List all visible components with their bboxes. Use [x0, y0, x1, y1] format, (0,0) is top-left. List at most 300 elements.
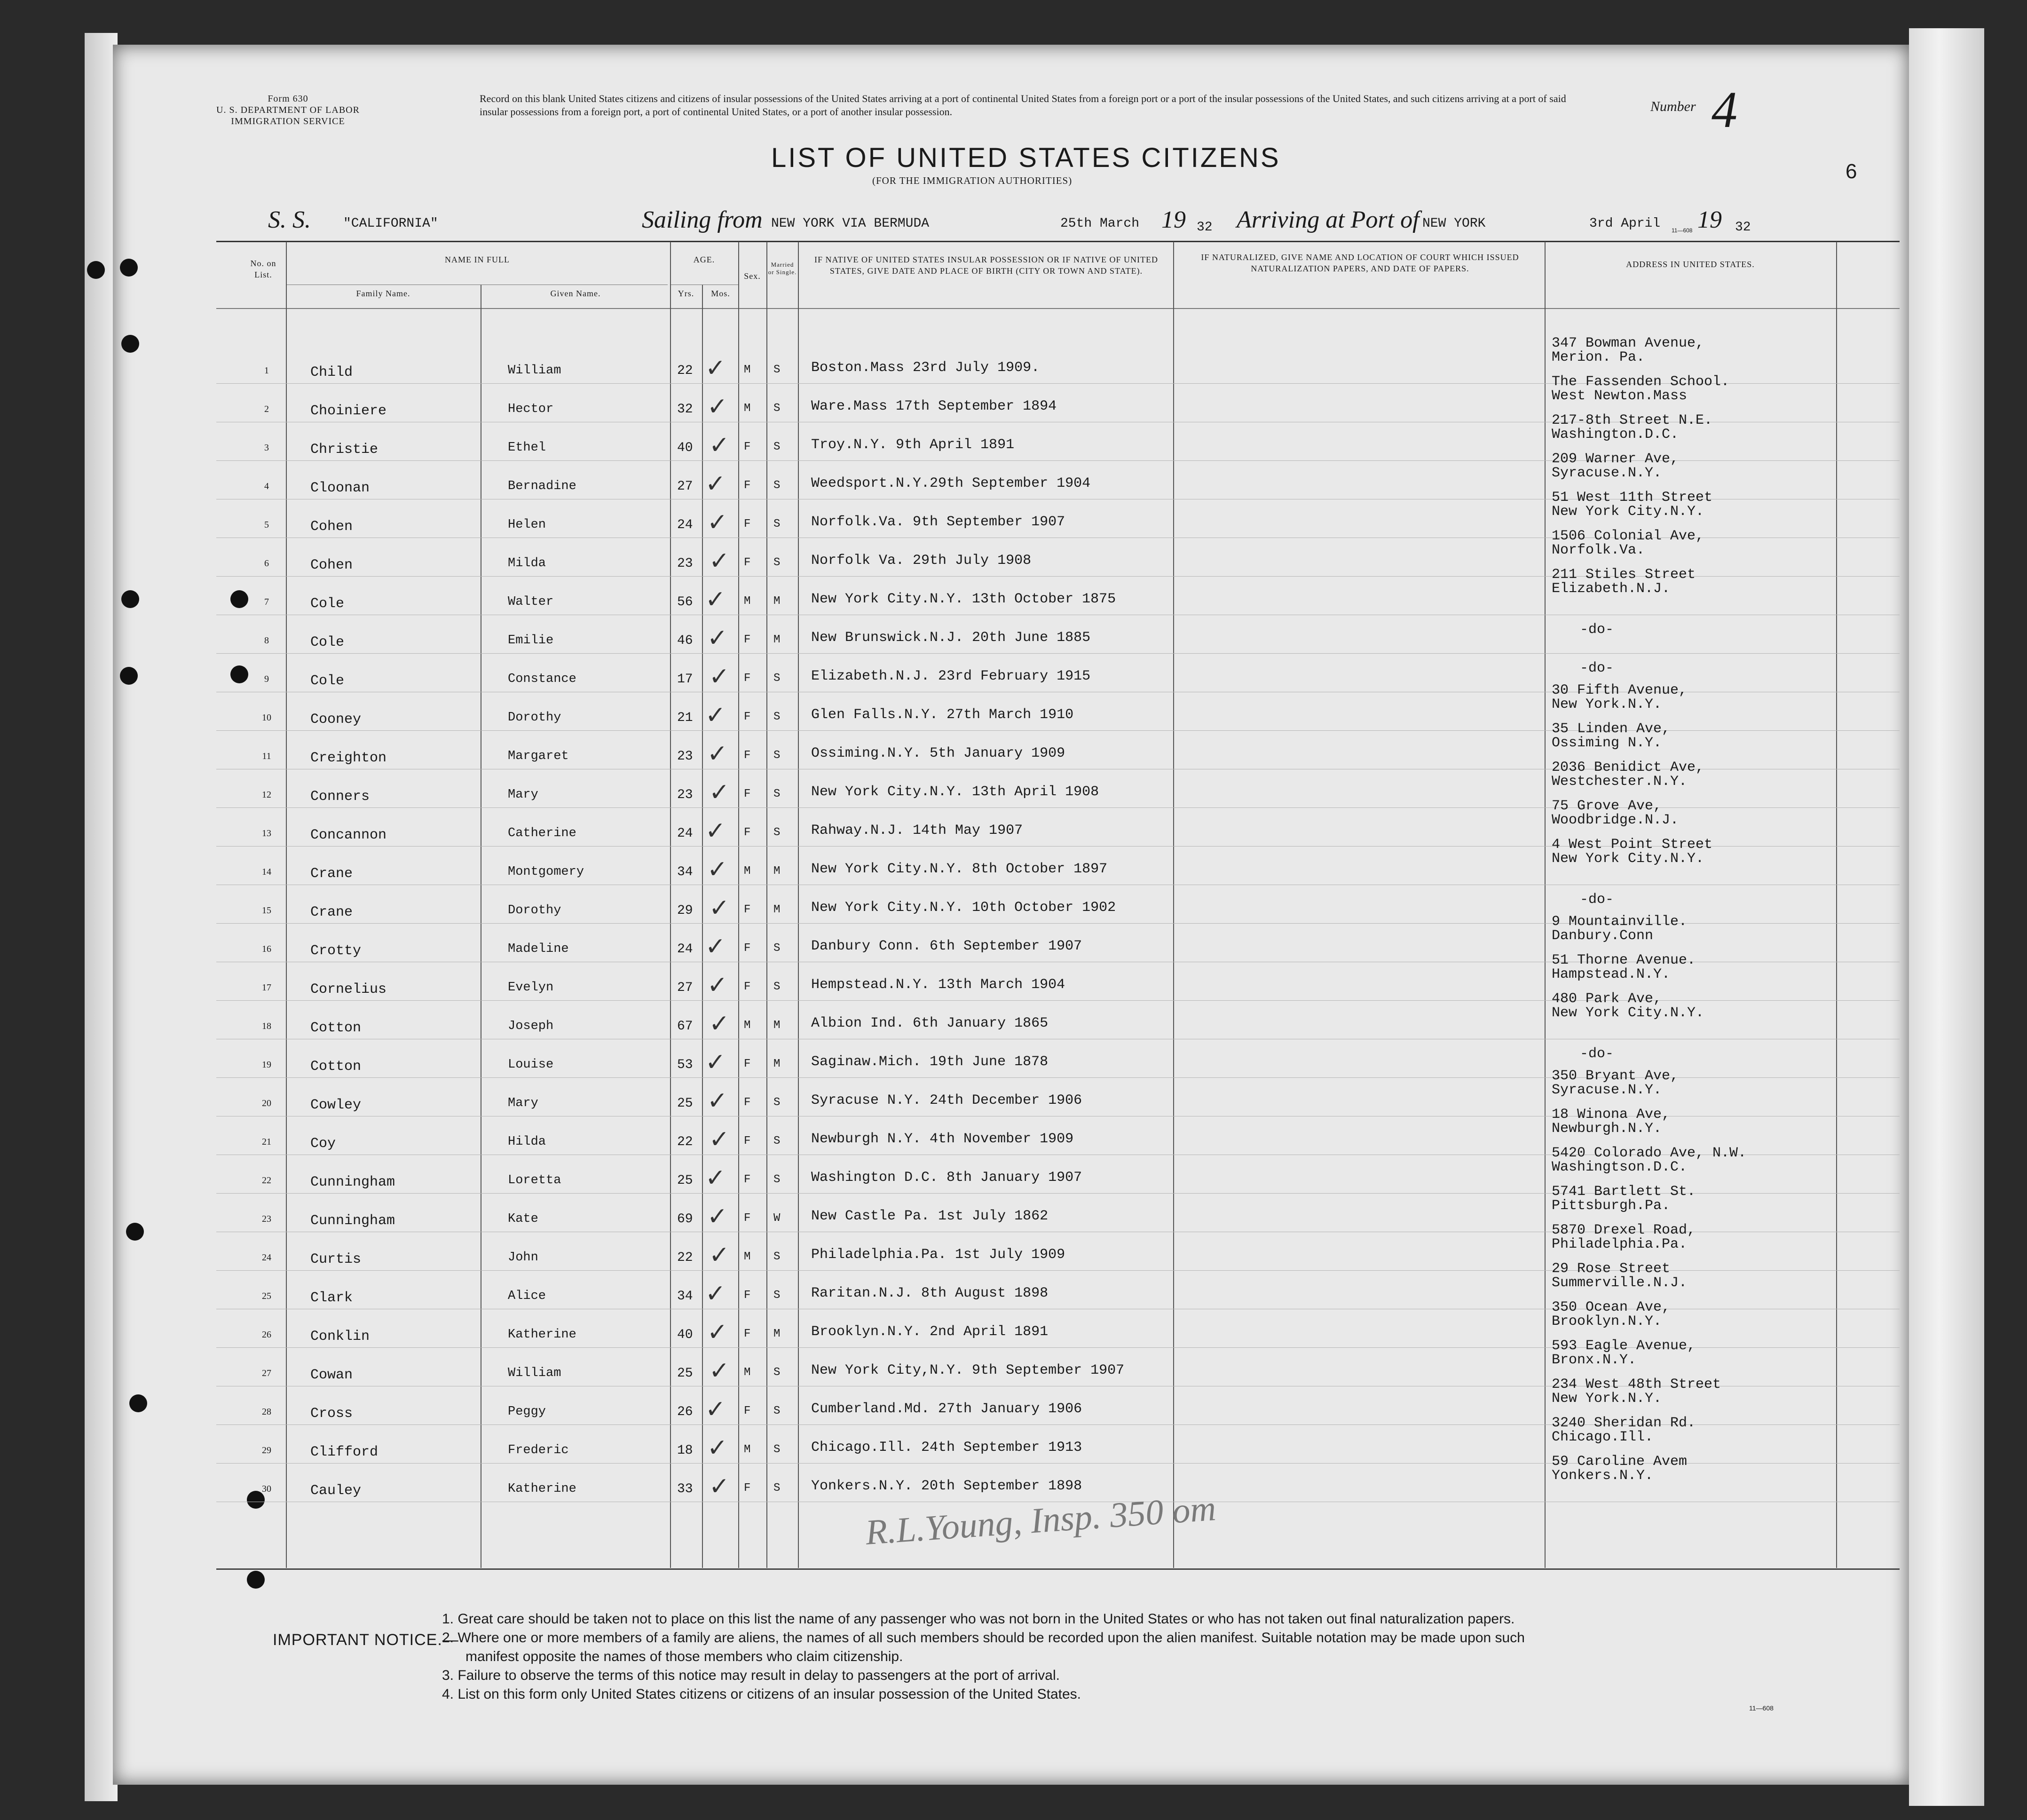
birth-place-date: Glen Falls.N.Y. 27th March 1910 — [811, 707, 1074, 723]
sex: F — [744, 1289, 751, 1302]
family-name: Creighton — [310, 750, 387, 766]
birth-place-date: New York City.N.Y. 10th October 1902 — [811, 900, 1116, 916]
family-name: Curtis — [310, 1251, 362, 1267]
col-divider — [286, 242, 287, 1568]
row-number: 17 — [262, 982, 271, 993]
sex: M — [744, 1443, 751, 1456]
age-years: 67 — [677, 1019, 693, 1034]
punch-hole — [87, 261, 105, 279]
page-subtitle: (FOR THE IMMIGRATION AUTHORITIES) — [872, 175, 1073, 186]
punch-hole — [230, 590, 248, 608]
age-years: 24 — [677, 942, 693, 957]
row-number: 29 — [262, 1445, 271, 1456]
address-line-2: Hampstead.N.Y. — [1552, 966, 1671, 982]
given-name: Milda — [508, 556, 546, 570]
family-name: Cowley — [310, 1097, 362, 1113]
address-line-2: Summerville.N.J. — [1552, 1275, 1688, 1291]
family-name: Cole — [310, 673, 345, 689]
row-number: 28 — [262, 1407, 271, 1417]
sex: F — [744, 1328, 751, 1340]
tally-check-mark: ✓ — [709, 1125, 730, 1154]
family-name: Crane — [310, 904, 353, 920]
sex: M — [744, 402, 751, 415]
address-line-2: Chicago.Ill. — [1552, 1429, 1654, 1445]
address-line-2: Norfolk.Va. — [1552, 542, 1645, 558]
arriving-label: Arriving at Port of — [1237, 206, 1420, 233]
marital-status: S — [773, 1289, 781, 1302]
address-line-2: Bronx.N.Y. — [1552, 1352, 1637, 1368]
address-line-2: Elizabeth.N.J. — [1552, 581, 1671, 597]
sex: M — [744, 595, 751, 608]
col-head-years: Yrs. — [678, 289, 694, 298]
age-years: 26 — [677, 1405, 693, 1419]
address-line-1: 35 Linden Ave, — [1552, 721, 1671, 737]
col-divider — [670, 242, 671, 1568]
family-name: Cunningham — [310, 1174, 395, 1190]
family-name: Cunningham — [310, 1213, 395, 1229]
age-years: 23 — [677, 749, 693, 764]
row-number: 16 — [262, 944, 271, 954]
tally-check-mark: ✓ — [709, 431, 730, 459]
age-years: 53 — [677, 1058, 693, 1072]
row-number: 6 — [264, 558, 269, 569]
arrival-port: NEW YORK — [1422, 216, 1486, 231]
given-name: Catherine — [508, 826, 576, 840]
sex: F — [744, 903, 751, 916]
birth-place-date: Boston.Mass 23rd July 1909. — [811, 360, 1040, 376]
address-line-1: -do- — [1580, 660, 1614, 676]
tally-check-mark: ✓ — [705, 586, 726, 614]
sex: F — [744, 479, 751, 492]
family-name: Child — [310, 364, 353, 380]
inspector-signature: R.L.Young, Insp. 350 om — [864, 1488, 1217, 1552]
marital-status: S — [773, 1443, 781, 1456]
row-number: 12 — [262, 790, 271, 800]
address-line-2: Syracuse.N.Y. — [1552, 1082, 1662, 1098]
family-name: Crotty — [310, 943, 362, 959]
sex: F — [744, 1482, 751, 1495]
marital-status: M — [773, 633, 781, 646]
sex: F — [744, 1173, 751, 1186]
address-line-2: New York.N.Y. — [1552, 696, 1662, 712]
marital-status: M — [773, 1019, 781, 1032]
sex: F — [744, 556, 751, 569]
marital-status: M — [773, 865, 781, 878]
age-years: 25 — [677, 1096, 693, 1111]
tally-check-mark: ✓ — [707, 971, 728, 999]
sex: F — [744, 1096, 751, 1109]
form-instructions: Record on this blank United States citizens and citizens of insular possessions of the United States arriving at a port of continental United States from a foreign port or a port of the insular possessions of the United States, and such citizens arriving at a port of said insular possessions from a foreign port, a port of continental United States, or a port of another insular possession. — [480, 93, 1566, 118]
col-head-married-single: Married or Single. — [768, 261, 797, 276]
birth-place-date: Cumberland.Md. 27th January 1906 — [811, 1401, 1082, 1417]
tally-check-mark: ✓ — [705, 1048, 726, 1076]
tally-check-mark: ✓ — [707, 740, 728, 768]
sailing-year: 32 — [1197, 220, 1213, 235]
marital-status: W — [773, 1212, 781, 1225]
given-name: Alice — [508, 1289, 546, 1303]
birth-place-date: New York City.N.Y. 8th October 1897 — [811, 861, 1108, 877]
address-line-1: 9 Mountainville. — [1552, 914, 1688, 930]
address-line-2: Westchester.N.Y. — [1552, 774, 1688, 790]
birth-place-date: New York City.N.Y. 13th October 1875 — [811, 591, 1116, 607]
row-number: 30 — [262, 1484, 271, 1494]
family-name: Cotton — [310, 1059, 362, 1075]
row-number: 25 — [262, 1291, 271, 1301]
marital-status: M — [773, 1328, 781, 1340]
age-years: 21 — [677, 711, 693, 725]
col-divider — [798, 242, 799, 1568]
marital-status: S — [773, 1366, 781, 1379]
table-row — [216, 653, 1900, 654]
given-name: Hilda — [508, 1135, 546, 1149]
row-number: 8 — [264, 635, 269, 646]
age-years: 25 — [677, 1366, 693, 1381]
marital-status: S — [773, 711, 781, 723]
marital-status: S — [773, 556, 781, 569]
family-name: Cohen — [310, 519, 353, 535]
age-years: 33 — [677, 1482, 693, 1496]
tally-check-mark: ✓ — [709, 1241, 730, 1269]
punch-hole — [121, 590, 139, 608]
age-years: 29 — [677, 903, 693, 918]
notice-item-4: 4. List on this form only United States citizens or citizens of an insular possession of the United States. — [442, 1686, 1081, 1702]
family-name: Cross — [310, 1406, 353, 1422]
address-line-1: 347 Bowman Avenue, — [1552, 335, 1704, 351]
row-number: 14 — [262, 867, 271, 877]
sex: F — [744, 633, 751, 646]
given-name: William — [508, 1366, 561, 1380]
family-name: Conklin — [310, 1329, 370, 1345]
tally-check-mark: ✓ — [707, 1203, 728, 1231]
page-title: LIST OF UNITED STATES CITIZENS — [771, 142, 1281, 173]
row-number: 9 — [264, 674, 269, 684]
age-years: 40 — [677, 441, 693, 455]
notice-item-2-cont: manifest opposite the names of those members who claim citizenship. — [465, 1649, 903, 1664]
marital-status: S — [773, 518, 781, 530]
col-divider — [702, 285, 703, 1568]
age-years: 69 — [677, 1212, 693, 1227]
address-line-1: The Fassenden School. — [1552, 374, 1730, 390]
given-name: Constance — [508, 672, 576, 686]
row-number: 18 — [262, 1021, 271, 1031]
arrival-year-prefix: 19 — [1697, 206, 1722, 233]
punch-hole — [230, 665, 248, 683]
tally-check-mark: ✓ — [705, 701, 726, 729]
age-years: 22 — [677, 1135, 693, 1149]
family-name: Coy — [310, 1136, 336, 1152]
marital-status: M — [773, 903, 781, 916]
family-name: Cooney — [310, 712, 362, 728]
sex: F — [744, 711, 751, 723]
notice-heading: IMPORTANT NOTICE.— — [273, 1631, 459, 1649]
row-number: 13 — [262, 828, 271, 839]
address-line-2: Pittsburgh.Pa. — [1552, 1198, 1671, 1214]
given-name: Dorothy — [508, 711, 561, 725]
sex: F — [744, 749, 751, 762]
address-line-1: 3240 Sheridan Rd. — [1552, 1415, 1696, 1431]
col-divider — [738, 242, 739, 1568]
marital-status: S — [773, 402, 781, 415]
row-number: 20 — [262, 1098, 271, 1108]
birth-place-date: Danbury Conn. 6th September 1907 — [811, 938, 1082, 954]
arrival-date: 3rd April — [1589, 216, 1661, 231]
birth-place-date: New Brunswick.N.J. 20th June 1885 — [811, 630, 1091, 646]
age-years: 25 — [677, 1173, 693, 1188]
family-name: Crane — [310, 866, 353, 882]
col-head-age: AGE. — [693, 255, 715, 264]
given-name: Montgomery — [508, 865, 584, 879]
tally-check-mark: ✓ — [705, 1164, 726, 1192]
family-name: Christie — [310, 442, 379, 458]
birth-place-date: Norfolk.Va. 9th September 1907 — [811, 514, 1065, 530]
form-identification — [216, 93, 360, 127]
address-line-1: -do- — [1580, 892, 1614, 908]
address-line-1: 51 Thorne Avenue. — [1552, 952, 1696, 968]
address-line-1: 51 West 11th Street — [1552, 490, 1713, 506]
address-line-2: Brooklyn.N.Y. — [1552, 1314, 1662, 1329]
birth-place-date: Ossiming.N.Y. 5th January 1909 — [811, 745, 1065, 761]
age-years: 40 — [677, 1328, 693, 1342]
given-name: Kate — [508, 1212, 538, 1226]
ship-name: "CALIFORNIA" — [343, 216, 438, 231]
address-line-2: West Newton.Mass — [1552, 388, 1688, 404]
punch-hole — [120, 259, 138, 277]
address-line-2: Merion. Pa. — [1552, 349, 1645, 365]
address-line-1: 59 Caroline Avem — [1552, 1454, 1688, 1470]
marital-status: S — [773, 749, 781, 762]
tally-check-mark: ✓ — [705, 1280, 726, 1308]
address-line-1: 211 Stiles Street — [1552, 567, 1696, 583]
given-name: Frederic — [508, 1443, 569, 1457]
address-line-1: 209 Warner Ave, — [1552, 451, 1679, 467]
family-name: Cloonan — [310, 480, 370, 496]
given-name: Evelyn — [508, 981, 554, 995]
row-number: 27 — [262, 1368, 271, 1378]
sex: M — [744, 1250, 751, 1263]
age-years: 27 — [677, 479, 693, 494]
sex: M — [744, 1366, 751, 1379]
family-name: Cauley — [310, 1483, 362, 1499]
given-name: Hector — [508, 402, 554, 416]
age-years: 46 — [677, 633, 693, 648]
given-name: Bernadine — [508, 479, 576, 493]
address-line-2: New York City.N.Y. — [1552, 1005, 1704, 1021]
marital-status: S — [773, 942, 781, 955]
table-header-rule — [216, 308, 1900, 309]
page-number: 6 — [1846, 160, 1857, 183]
marital-status: S — [773, 981, 781, 993]
given-name: William — [508, 364, 561, 378]
col-head-family-name: Family Name. — [356, 289, 410, 298]
address-line-1: 593 Eagle Avenue, — [1552, 1338, 1696, 1354]
row-number: 24 — [262, 1252, 271, 1263]
family-name: Clifford — [310, 1444, 379, 1460]
punch-hole — [129, 1394, 147, 1412]
birth-place-date: Norfolk Va. 29th July 1908 — [811, 553, 1032, 569]
age-years: 17 — [677, 672, 693, 687]
age-years: 34 — [677, 865, 693, 879]
address-line-1: 350 Bryant Ave, — [1552, 1068, 1679, 1084]
address-line-2: Yonkers.N.Y. — [1552, 1468, 1654, 1484]
family-name: Conners — [310, 789, 370, 805]
tally-check-mark: ✓ — [709, 778, 730, 807]
given-name: Walter — [508, 595, 554, 609]
punch-hole — [120, 667, 138, 685]
birth-place-date: Yonkers.N.Y. 20th September 1898 — [811, 1478, 1082, 1494]
notice-item-3: 3. Failure to observe the terms of this notice may result in delay to passengers at the port of arrival. — [442, 1668, 1060, 1683]
sex: M — [744, 865, 751, 878]
given-name: Katherine — [508, 1482, 576, 1496]
punch-hole — [247, 1571, 265, 1589]
sailing-from: NEW YORK VIA BERMUDA — [771, 216, 930, 231]
address-line-2: Syracuse.N.Y. — [1552, 465, 1662, 481]
marital-status: S — [773, 1135, 781, 1147]
marital-status: M — [773, 1058, 781, 1070]
given-name: Mary — [508, 788, 538, 802]
age-years: 32 — [677, 402, 693, 417]
sex: F — [744, 981, 751, 993]
age-years: 24 — [677, 826, 693, 841]
tally-check-mark: ✓ — [707, 508, 728, 537]
marital-status: S — [773, 826, 781, 839]
row-number: 26 — [262, 1329, 271, 1340]
address-line-2: Ossiming N.Y. — [1552, 735, 1662, 751]
age-years: 22 — [677, 1250, 693, 1265]
table-bottom-rule — [216, 1568, 1900, 1570]
col-divider — [766, 242, 767, 1568]
col-head-name-in-full: NAME IN FULL — [445, 255, 510, 264]
form-code-top: 11—608 — [1672, 227, 1693, 234]
row-number: 3 — [264, 443, 269, 453]
address-line-2: New York.N.Y. — [1552, 1391, 1662, 1407]
address-line-1: 5870 Drexel Road, — [1552, 1222, 1696, 1238]
address-line-2: Woodbridge.N.J. — [1552, 812, 1679, 828]
marital-status: S — [773, 672, 781, 685]
number-label: Number — [1650, 99, 1696, 114]
birth-place-date: New York City,N.Y. 9th September 1907 — [811, 1362, 1125, 1378]
tally-check-mark: ✓ — [707, 855, 728, 884]
tally-check-mark: ✓ — [709, 1010, 730, 1038]
birth-place-date: Brooklyn.N.Y. 2nd April 1891 — [811, 1324, 1049, 1340]
sex: F — [744, 1212, 751, 1225]
sex: F — [744, 942, 751, 955]
form-number: Form 630 — [268, 94, 308, 104]
given-name: Mary — [508, 1096, 538, 1110]
birth-place-date: Philadelphia.Pa. 1st July 1909 — [811, 1247, 1065, 1263]
sex: F — [744, 518, 751, 530]
tally-check-mark: ✓ — [707, 624, 728, 652]
page-edge-right — [1909, 28, 1984, 1806]
marital-status: S — [773, 1173, 781, 1186]
row-number: 22 — [262, 1175, 271, 1186]
marital-status: S — [773, 1405, 781, 1417]
family-name: Choiniere — [310, 403, 387, 419]
given-name: Katherine — [508, 1328, 576, 1342]
address-line-1: 18 Winona Ave, — [1552, 1107, 1671, 1123]
address-line-1: 4 West Point Street — [1552, 837, 1713, 853]
row-number: 5 — [264, 520, 269, 530]
col-divider — [1173, 242, 1174, 1568]
sex: F — [744, 826, 751, 839]
tally-check-mark: ✓ — [709, 663, 730, 691]
sex: F — [744, 441, 751, 453]
marital-status: M — [773, 595, 781, 608]
col-head-sex: Sex. — [744, 271, 761, 281]
age-years: 24 — [677, 518, 693, 532]
col-divider — [1545, 242, 1546, 1568]
manifest-number: 4 — [1712, 81, 1737, 138]
address-line-1: 2036 Benidict Ave, — [1552, 760, 1704, 775]
notice-item-2: 2. Where one or more members of a family are aliens, the names of all such members should be recorded upon the alien manifest. Suitable notation may be made upon such — [442, 1630, 1525, 1646]
tally-check-mark: ✓ — [709, 547, 730, 575]
birth-place-date: Chicago.Ill. 24th September 1913 — [811, 1440, 1082, 1456]
row-number: 23 — [262, 1214, 271, 1224]
given-name: Margaret — [508, 749, 569, 763]
ss-label: S. S. — [268, 206, 311, 233]
address-line-1: 1506 Colonial Ave, — [1552, 528, 1704, 544]
row-number: 21 — [262, 1137, 271, 1147]
col-head-number: No. on List. — [250, 259, 276, 279]
age-years: 23 — [677, 788, 693, 802]
marital-status: S — [773, 1482, 781, 1495]
address-line-2: New York City.N.Y. — [1552, 851, 1704, 867]
department-name: U. S. DEPARTMENT OF LABOR — [216, 105, 360, 115]
address-line-1: -do- — [1580, 1046, 1614, 1062]
row-number: 2 — [264, 404, 269, 414]
birth-place-date: Washington D.C. 8th January 1907 — [811, 1170, 1082, 1186]
marital-status: S — [773, 364, 781, 376]
address-line-1: 480 Park Ave, — [1552, 991, 1662, 1007]
birth-place-date: Ware.Mass 17th September 1894 — [811, 398, 1057, 414]
tally-check-mark: ✓ — [705, 354, 726, 382]
given-name: John — [508, 1250, 538, 1265]
tally-check-mark: ✓ — [707, 1318, 728, 1346]
given-name: Helen — [508, 518, 546, 532]
sailing-date: 25th March — [1060, 216, 1140, 231]
marital-status: S — [773, 1250, 781, 1263]
row-number: 19 — [262, 1060, 271, 1070]
marital-status: S — [773, 441, 781, 453]
family-name: Cowan — [310, 1367, 353, 1383]
arrival-year: 32 — [1735, 220, 1751, 235]
birth-place-date: New Castle Pa. 1st July 1862 — [811, 1208, 1049, 1224]
tally-check-mark: ✓ — [709, 894, 730, 922]
family-name: Cole — [310, 596, 345, 612]
row-number: 15 — [262, 905, 271, 916]
birth-place-date: Saginaw.Mich. 19th June 1878 — [811, 1054, 1049, 1070]
tally-check-mark: ✓ — [705, 1395, 726, 1424]
col-head-months: Mos. — [711, 289, 730, 298]
tally-check-mark: ✓ — [707, 393, 728, 421]
col-divider — [1836, 242, 1837, 1568]
tally-check-mark: ✓ — [705, 470, 726, 498]
tally-check-mark: ✓ — [705, 817, 726, 845]
family-name: Cotton — [310, 1020, 362, 1036]
tally-check-mark: ✓ — [709, 1357, 730, 1385]
age-years: 22 — [677, 364, 693, 378]
tally-check-mark: ✓ — [705, 933, 726, 961]
address-line-1: 75 Grove Ave, — [1552, 798, 1662, 814]
row-number: 11 — [262, 751, 271, 761]
sex: F — [744, 1135, 751, 1147]
sex: F — [744, 1058, 751, 1070]
sex: F — [744, 672, 751, 685]
sex: F — [744, 1405, 751, 1417]
family-name: Cohen — [310, 557, 353, 573]
table-top-rule — [216, 241, 1900, 242]
sex: M — [744, 364, 751, 376]
given-name: Dorothy — [508, 903, 561, 918]
